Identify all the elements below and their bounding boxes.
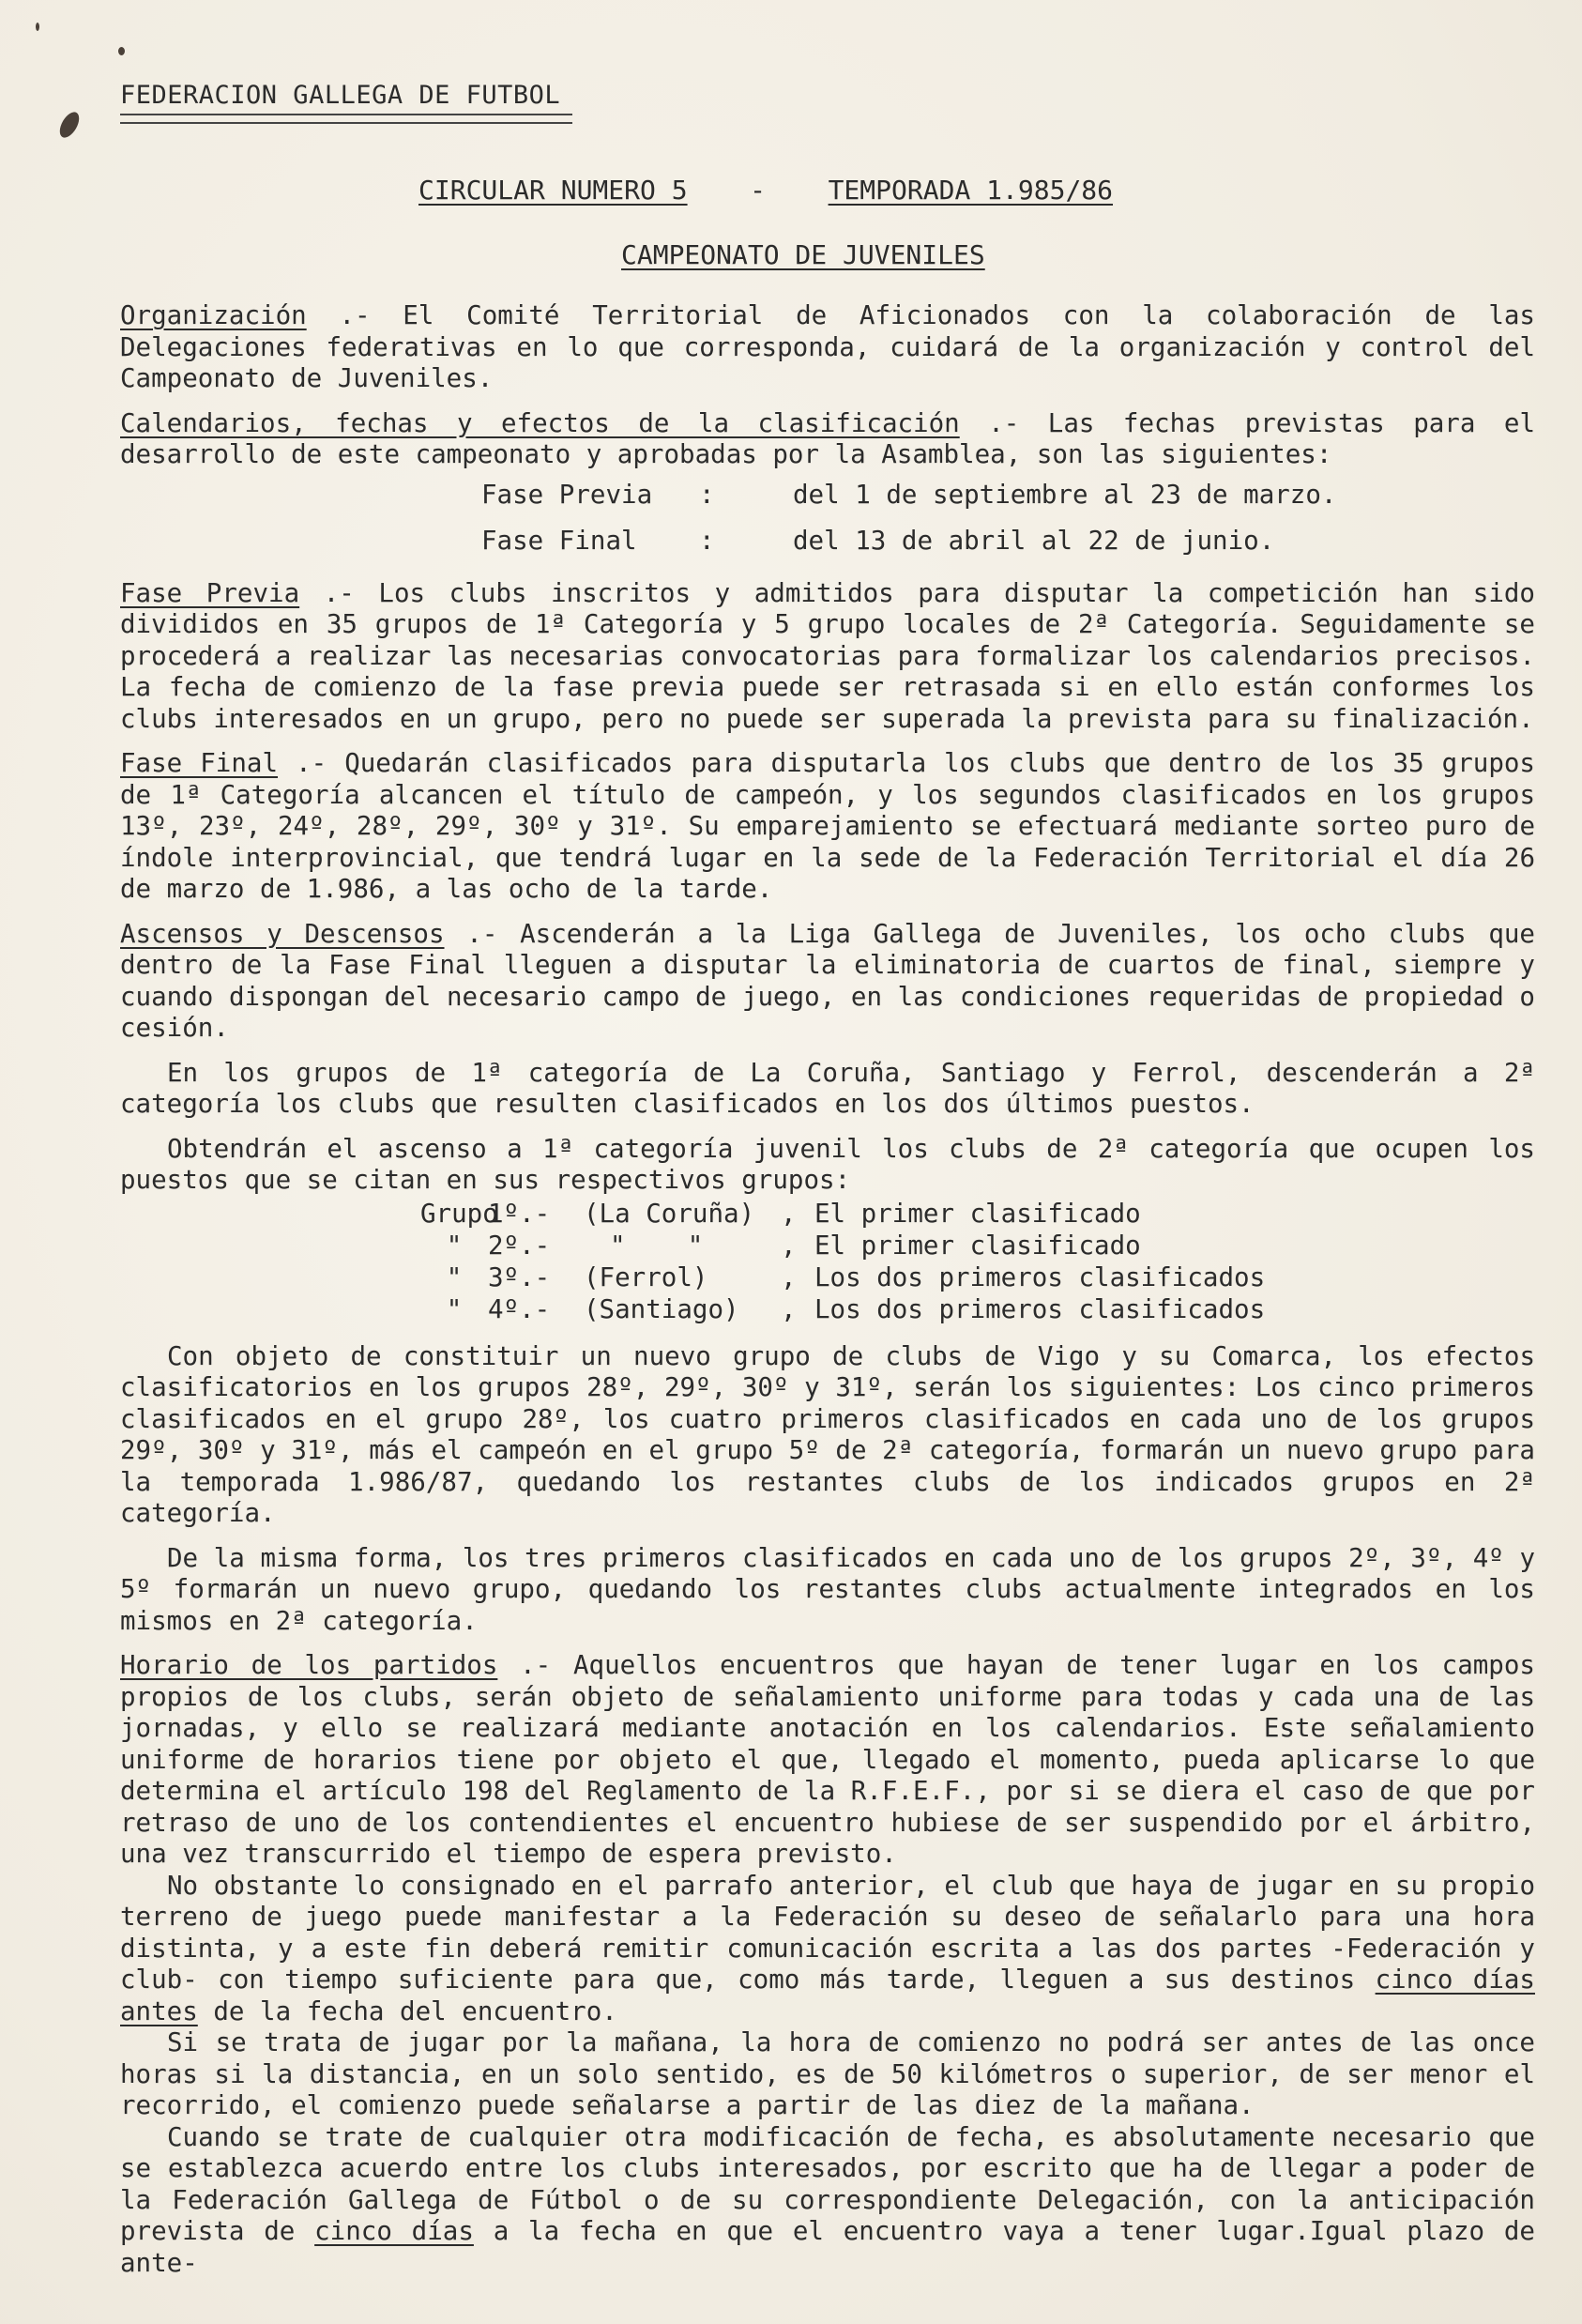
group-prefix: " [446, 1230, 463, 1261]
paragraph-horario [120, 1650, 1535, 1871]
separator: - [750, 175, 766, 206]
group-prefix: " [446, 1293, 463, 1324]
text-fase-previa: .- Los clubs inscritos y admitidos para disputar la competición han sido divididos en 35 grupos de 1ª Categoría y 5 grupo locales de 2ª Categoría. Seguidamente se procederá a realizar las necesarias convocatorias para formalizar los calendarios precisos. La fecha de comienzo de la fase previa puede ser retrasada si en ello están conformes los clubs interesados en un grupo, pero no puede ser superada la prevista para su finalización. [120, 577, 1535, 734]
group-row [420, 1262, 1535, 1294]
group-number: 2º.- [488, 1230, 551, 1261]
text-ascensos: .- Ascenderán a la Liga Gallega de Juveniles, los ocho clubs que dentro de la Fase Final lleguen a disputar la eliminatoria de cuartos de final, siempre y cuando dispongan del necesario campo de juego, en las condiciones requeridas de propiedad o cesión. [120, 918, 1535, 1043]
season: TEMPORADA 1.985/86 [828, 175, 1114, 206]
group-prefix: Grupo [420, 1198, 498, 1229]
date-row [481, 473, 1535, 519]
heading-fase-final: Fase Final [120, 748, 279, 778]
ink-speck [36, 23, 39, 31]
ink-blot [56, 109, 84, 141]
heading-organizacion: Organización [120, 300, 307, 330]
phase-name: Fase Previa [481, 480, 653, 511]
dates-list [481, 473, 1535, 565]
paragraph-fase-previa [120, 578, 1535, 736]
group-number: 3º.- [488, 1261, 551, 1292]
group-row [420, 1294, 1535, 1326]
phase-dates: del 1 de septiembre al 23 de marzo. [793, 480, 1337, 511]
circular-number: CIRCULAR NUMERO 5 [418, 175, 688, 206]
paragraph-descensos: En los grupos de 1ª categoría de La Coruña, Santiago y Ferrol, descenderán a 2ª categoría los clubs que resulten clasificados en los dos últimos puestos. [120, 1057, 1535, 1119]
paragraph-ascenso-juvenil: Obtendrán el ascenso a 1ª categoría juvenil los clubs de 2ª categoría que ocupen los puestos que se citan en sus respectivos grupos: [120, 1133, 1535, 1195]
double-rule [120, 114, 572, 124]
heading-ascensos: Ascensos y Descensos [120, 918, 445, 949]
phase-separator: : [699, 480, 715, 511]
heading-fase-previa: Fase Previa [120, 577, 300, 608]
paragraph-calendarios [120, 408, 1535, 471]
circular-line [418, 175, 1113, 206]
phase-dates: del 13 de abril al 22 de junio. [793, 526, 1275, 557]
heading-calendarios: Calendarios, fechas y efectos de la clasificación [120, 407, 960, 438]
group-result: Los dos primeros clasificados [814, 1293, 1266, 1324]
text-modificacion-end: a la fecha en que el encuentro vaya a tener lugar.Igual plazo de ante- [120, 2216, 1535, 2278]
phase-separator: : [699, 526, 715, 557]
group-number: 4º.- [488, 1293, 551, 1324]
group-result: Los dos primeros clasificados [814, 1261, 1266, 1292]
group-separator: , [781, 1230, 797, 1261]
group-row [420, 1199, 1535, 1231]
date-row [481, 519, 1535, 565]
document-title: CAMPEONATO DE JUVENILES [621, 239, 985, 270]
document-body [120, 300, 1535, 2279]
groups-list [420, 1199, 1535, 1326]
paragraph-modificacion [120, 2122, 1535, 2280]
phase-name: Fase Final [481, 526, 637, 557]
federation-name: FEDERACION GALLEGA DE FUTBOL [120, 81, 561, 110]
emphasis-cinco-dias-antes: cinco días antes [120, 1965, 1535, 2026]
letterhead [120, 81, 572, 124]
paragraph-vigo: Con objeto de constituir un nuevo grupo de clubs de Vigo y su Comarca, los efectos clasificatorios en los grupos 28º, 29º, 30º y 31º, serán los siguientes: Los cinco primeros clasificados en el grupo 28º, los cuatro primeros clasificados en cada uno de los grupos 29º, 30º y 31º, más el campeón en el grupo 5º de 2ª categoría, formarán un nuevo grupo para la temporada 1.986/87, quedando los restantes clubs de los indicados grupos en 2ª categoría. [120, 1340, 1535, 1528]
text-modificacion: Cuando se trate de cualquier otra modificación de fecha, es absolutamente necesario que se establezca acuerdo entre los clubs interesados, por escrito que ha de llegar a poder de la Federación Gallega de Fútbol o de su correspondiente Delegación, con la anticipación prevista de [120, 2121, 1535, 2246]
text-horario: .- Aquellos encuentros que hayan de tener lugar en los campos propios de los clubs, serán objeto de señalamiento uniforme para todas y cada una de las jornadas, y ello se realizará mediante anotación en los calendarios. Este señalamiento uniforme de horarios tiene por objeto el que, llegado el momento, pueda aplicarse lo que determina el artículo 198 del Reglamento de la R.F.E.F., por si se diera el caso de que por retraso de uno de los contendientes el encuentro hubiese de ser suspendido por el árbitro, una vez transcurrido el tiempo de espera previsto. [120, 1650, 1535, 1869]
text-no-obstante: No obstante lo consignado en el parrafo anterior, el club que haya de jugar en su propio terreno de juego puede manifestar a la Federación su deseo de señalarlo para una hora distinta, y a este fin deberá remitir comunicación escrita a las dos partes -Federación y club- con tiempo suficiente para que, como más tarde, lleguen a sus destinos [120, 1870, 1535, 1995]
group-result: El primer clasificado [814, 1230, 1141, 1261]
group-number: 1º.- [488, 1198, 551, 1229]
paragraph-fase-final [120, 748, 1535, 906]
text-no-obstante-end: de la fecha del encuentro. [213, 1995, 617, 2026]
group-prefix: " [446, 1261, 463, 1292]
heading-horario: Horario de los partidos [120, 1650, 498, 1680]
group-place: " " [610, 1230, 704, 1261]
group-result: El primer clasificado [814, 1198, 1141, 1229]
group-place: (Santiago) [584, 1293, 739, 1324]
group-separator: , [781, 1261, 797, 1292]
group-row [420, 1231, 1535, 1262]
text-organizacion: .- El Comité Territorial de Aficionados con la colaboración de las Delegaciones federativas en lo que corresponda, cuidará de la organización y control del Campeonato de Juveniles. [120, 300, 1535, 393]
group-place: (La Coruña) [584, 1198, 755, 1229]
group-separator: , [781, 1293, 797, 1324]
paragraph-organizacion [120, 300, 1535, 395]
paragraph-ascensos [120, 919, 1535, 1045]
paragraph-misma-forma: De la misma forma, los tres primeros clasificados en cada uno de los grupos 2º, 3º, 4º y 5º formarán un nuevo grupo, quedando los restantes clubs actualmente integrados en los mismos en 2ª categoría. [120, 1542, 1535, 1636]
paragraph-no-obstante [120, 1871, 1535, 2028]
group-separator: , [781, 1198, 797, 1229]
ink-speck [118, 47, 125, 55]
group-place: (Ferrol) [584, 1261, 708, 1292]
text-fase-final: .- Quedarán clasificados para disputarla los clubs que dentro de los 35 grupos de 1ª Categoría alcancen el título de campeón, y los segundos clasificados en los grupos 13º, 23º, 24º, 28º, 29º, 30º y 31º. Su emparejamiento se efectuará mediante sorteo puro de índole interprovincial, que tendrá lugar en la sede de la Federación Territorial el día 26 de marzo de 1.986, a las ocho de la tarde. [120, 748, 1535, 904]
emphasis-cinco-dias: cinco días [314, 2216, 474, 2246]
text-calendarios: .- Las fechas previstas para el desarrollo de este campeonato y aprobadas por la Asamblea, son las siguientes: [120, 407, 1536, 469]
paragraph-manana: Si se trata de jugar por la mañana, la hora de comienzo no podrá ser antes de las once horas si la distancia, en un solo sentido, es de 50 kilómetros o superior, de ser menor el recorrido, el comienzo puede señalarse a partir de las diez de la mañana. [120, 2027, 1535, 2120]
